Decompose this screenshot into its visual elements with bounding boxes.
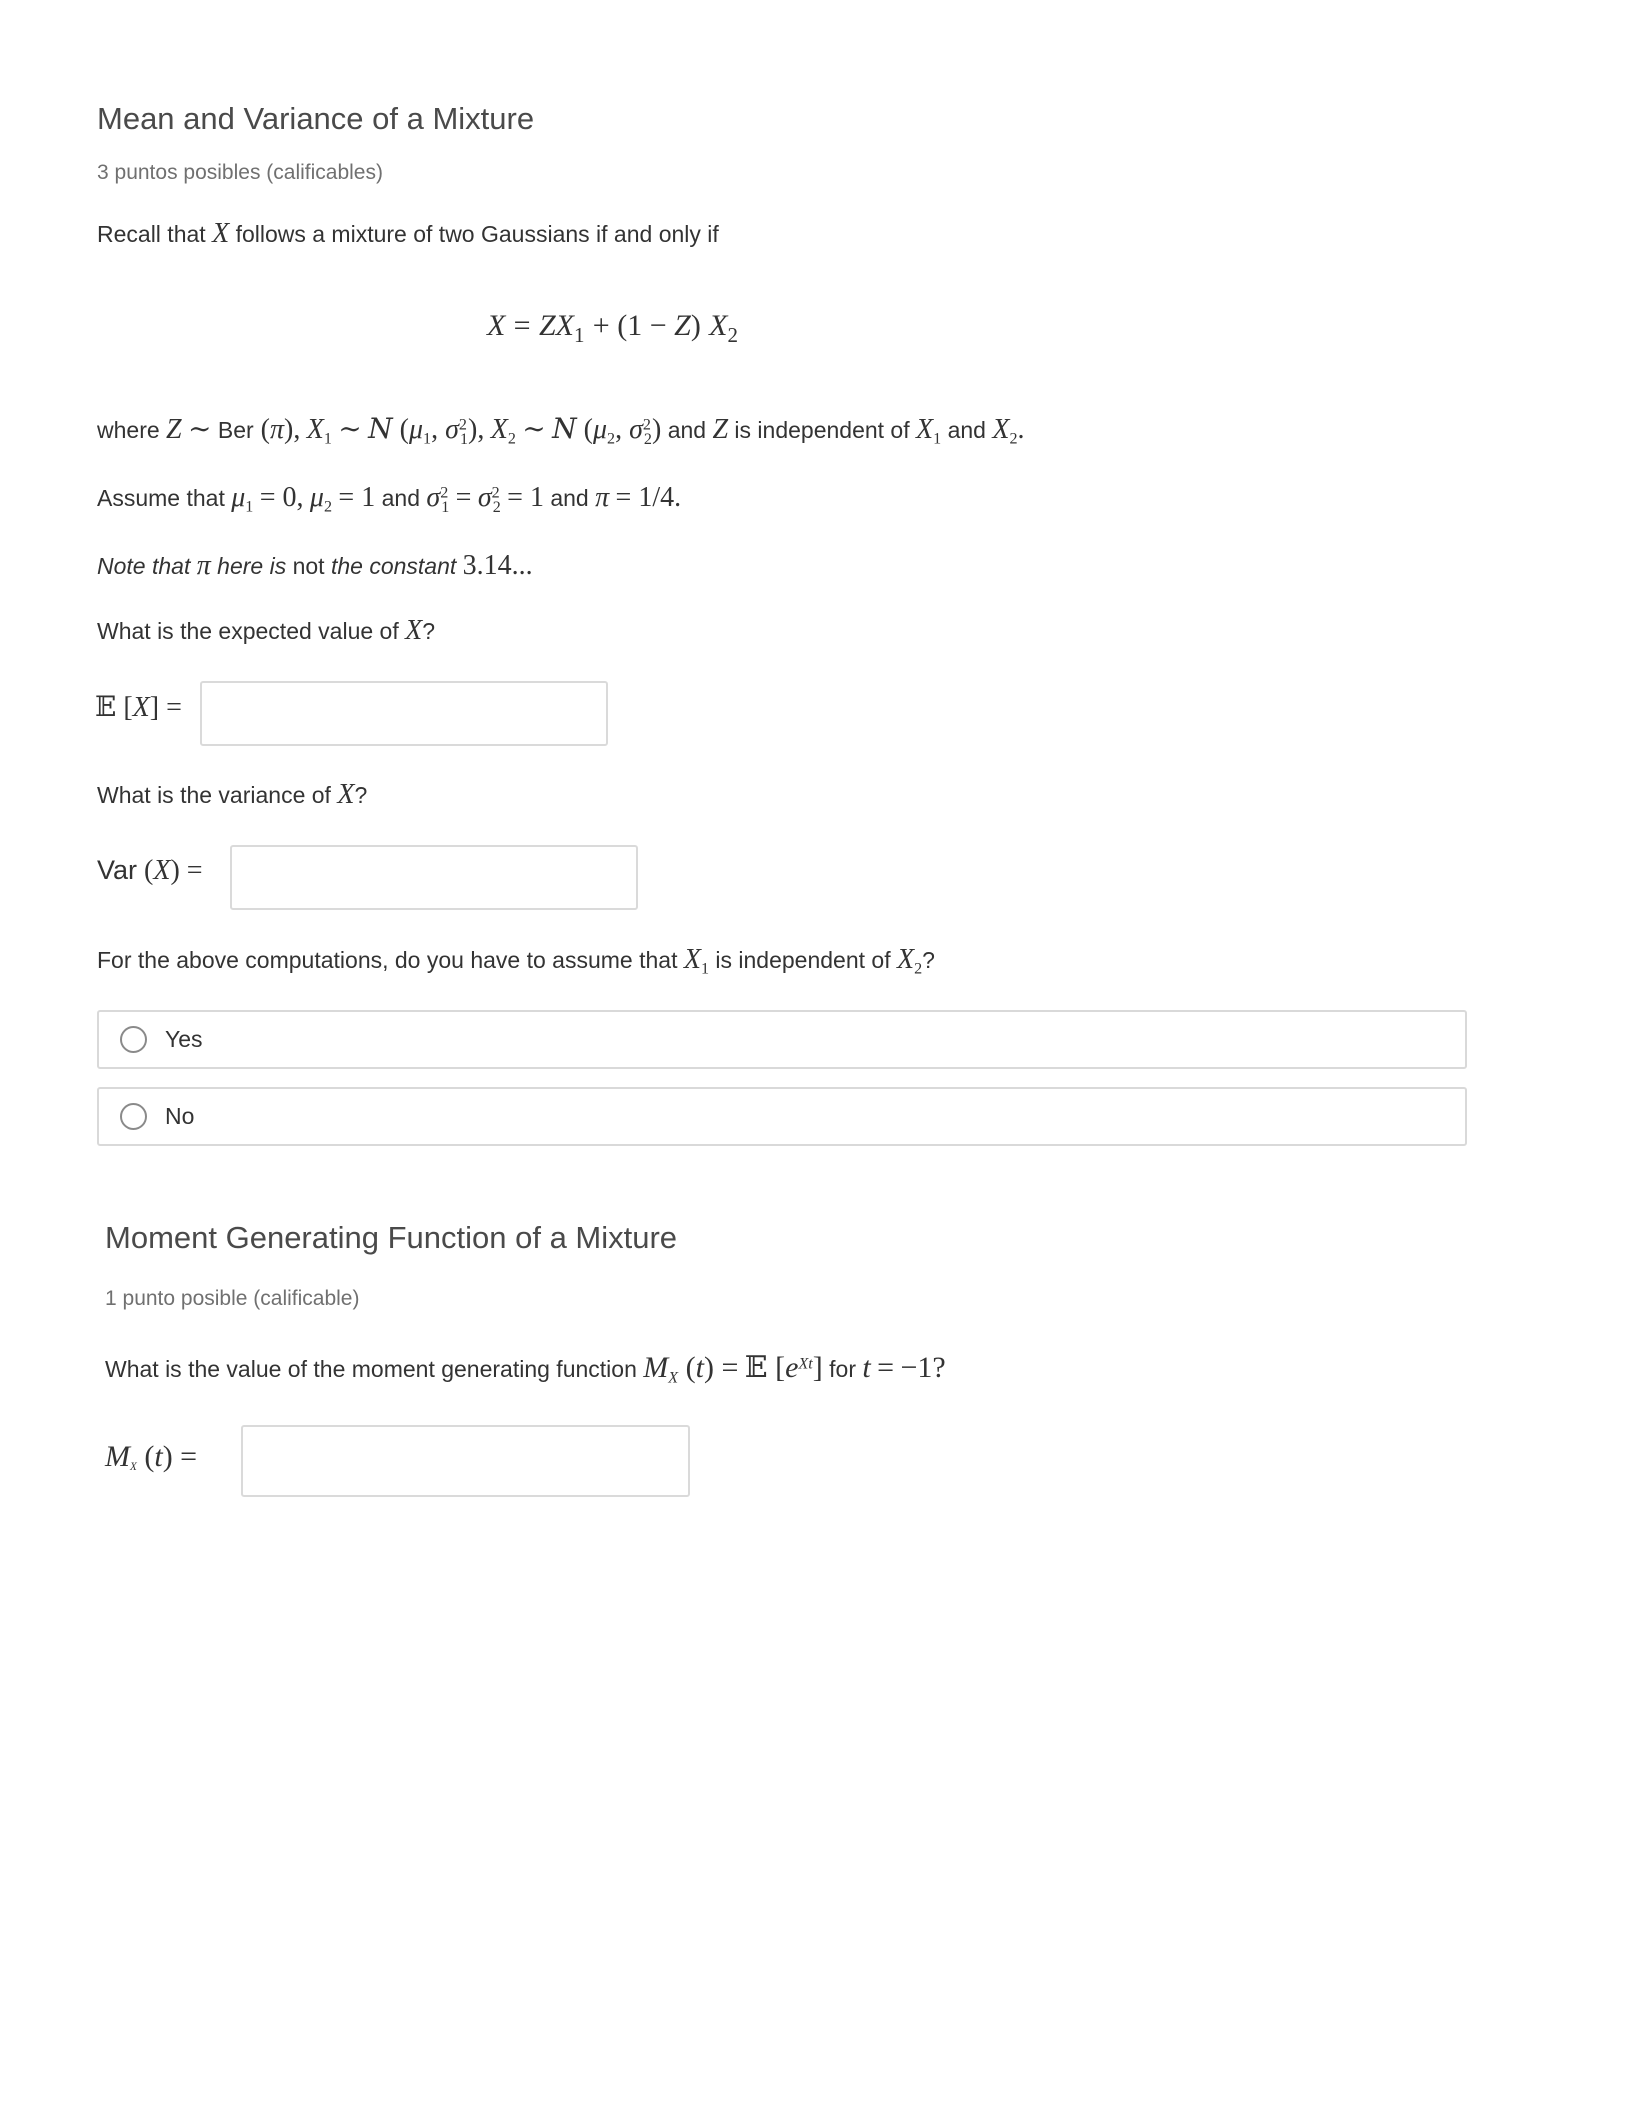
assume-and-2: and (550, 485, 589, 511)
expected-value-label: 𝔼 [X] = (95, 690, 182, 723)
expected-question-var: X (405, 615, 423, 646)
option-yes-label: Yes (165, 1026, 203, 1052)
radio-no[interactable] (120, 1103, 147, 1130)
independence-question-text: For the above computations, do you have to assume that (97, 947, 678, 973)
variance-label: Var (X) = (97, 855, 203, 886)
independence-question-mid: is independent of (715, 947, 891, 973)
note-value: 3.14... (462, 550, 533, 581)
where-and-1: and (667, 417, 707, 443)
note-italic-1: Note that (97, 553, 191, 579)
variance-question-text: What is the variance of (97, 782, 331, 808)
where-paragraph: where Z ∼ Ber (π), $X_1$ ∼ N ($\mu_1$, $\sigma^2_1$), $X_2$ ∼ N ($\mu_2$, $\sigma^2_2$) and Z is independent of $X_1$ and $X_2$. (97, 412, 1025, 448)
intro-paragraph (97, 218, 719, 250)
problem-points: 3 puntos posibles (calificables) (97, 161, 383, 184)
expected-question (97, 615, 435, 647)
intro-variable: X (212, 218, 230, 249)
independence-question-mark: ? (922, 947, 935, 973)
note-italic-3: the constant (330, 553, 457, 579)
variance-input[interactable] (230, 845, 638, 910)
mgf-t-value: −1? (900, 1351, 946, 1384)
intro-text-after: follows a mixture of two Gaussians if and only if (235, 221, 719, 247)
mgf-label: $M_X$ (t) = (105, 1440, 198, 1474)
option-no-label: No (165, 1103, 195, 1129)
note-italic-2: here is (217, 553, 287, 579)
where-and-2: and (947, 417, 986, 443)
option-yes[interactable] (97, 1010, 1467, 1069)
note-paragraph: Note that π here is not the constant 3.14... (97, 550, 533, 581)
ber-label: Ber (217, 417, 254, 443)
mgf-question: What is the value of the moment generating function $M_X$ (t) = 𝔼 $[e^{Xt}]$ for t = −1? (105, 1350, 946, 1387)
problem2-points: 1 punto posible (calificable) (105, 1287, 360, 1310)
independence-question: For the above computations, do you have to assume that $X_1$ is independent of $X_2$? (97, 944, 935, 978)
mgf-for: for (829, 1356, 857, 1382)
mixture-equation: $X = ZX_1 + (1 - Z)$ $X_2$ (487, 309, 738, 347)
assume-text: Assume that (97, 485, 225, 511)
radio-yes[interactable] (120, 1026, 147, 1053)
intro-text-before: Recall that (97, 221, 206, 247)
problem2-title: Moment Generating Function of a Mixture (105, 1220, 678, 1255)
option-no[interactable] (97, 1087, 1467, 1146)
expected-question-mark: ? (422, 618, 436, 644)
mgf-question-text: What is the value of the moment generating function (105, 1356, 637, 1382)
note-roman: not (292, 553, 325, 579)
var-word: Var (97, 855, 138, 885)
variance-question-mark: ? (354, 782, 368, 808)
variance-question-var: X (337, 779, 355, 810)
independent-text: is independent of (734, 417, 910, 443)
problem-title: Mean and Variance of a Mixture (97, 101, 535, 136)
variance-question (97, 779, 367, 811)
assume-paragraph: Assume that $\mu_1 = 0$, $\mu_2 = 1$ and $\sigma^2_1 = \sigma^2_2 = 1$ and π = 1/4. (97, 482, 682, 516)
expected-question-text: What is the expected value of (97, 618, 399, 644)
where-word: where (97, 417, 160, 443)
expected-value-input[interactable] (200, 681, 608, 746)
assume-and-1: and (381, 485, 420, 511)
mgf-input[interactable] (241, 1425, 690, 1497)
